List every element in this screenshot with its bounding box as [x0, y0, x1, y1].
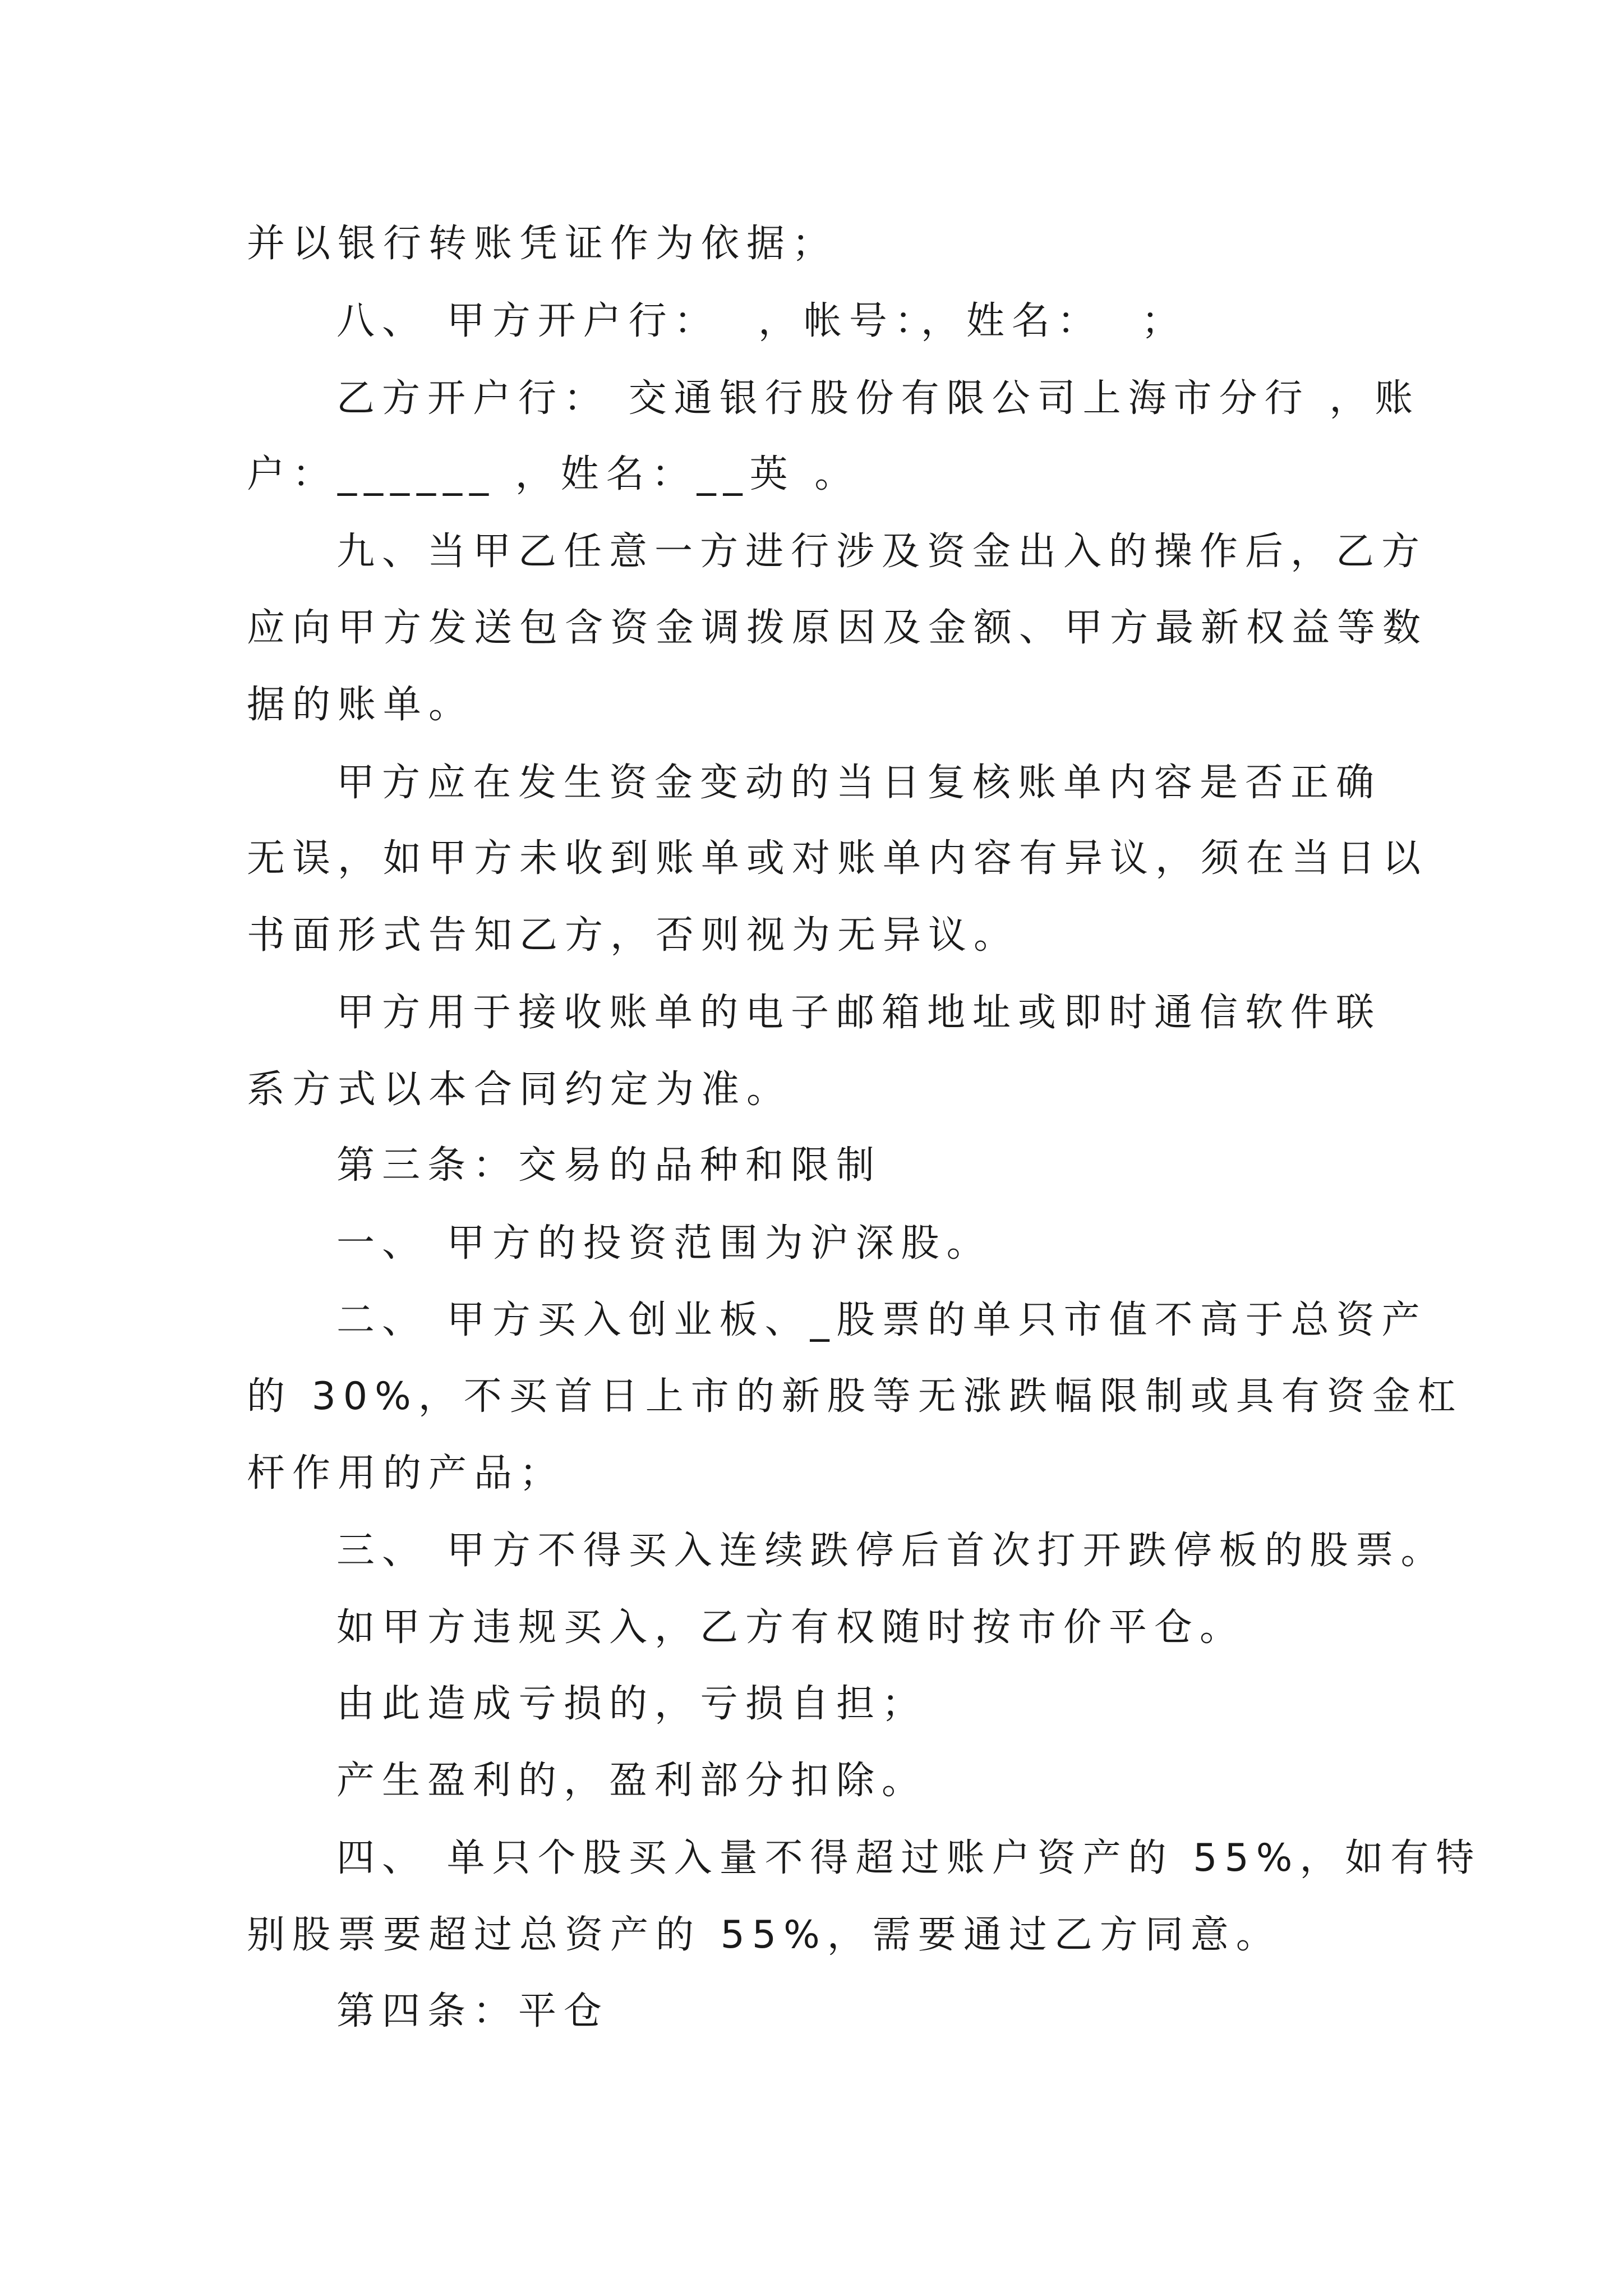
text-line: 八、 甲方开户行： ，帐号：，姓名： ；: [336, 299, 1187, 343]
text-line: 户：______ ，姓名：__英 。: [247, 452, 860, 496]
text-line: 系方式以本合同约定为准。: [247, 1068, 792, 1112]
section-heading: 第三条：交易的品种和限制: [336, 1143, 882, 1188]
text-line: 应向甲方发送包含资金调拨原因及金额、甲方最新权益等数: [247, 606, 1428, 650]
text-line: 乙方开户行： 交通银行股份有限公司上海市分行 ，账: [336, 376, 1421, 421]
text-line: 无误，如甲方未收到账单或对账单内容有异议，须在当日以: [247, 836, 1428, 881]
text-line: 书面形式告知乙方，否则视为无异议。: [247, 913, 1020, 958]
text-line: 的 30%，不买首日上市的新股等无涨跌幅限制或具有资金杠: [247, 1374, 1463, 1419]
text-line: 别股票要超过总资产的 55%，需要通过乙方同意。: [247, 1913, 1281, 1957]
text-line: 甲方用于接收账单的电子邮箱地址或即时通信软件联: [336, 991, 1382, 1035]
text-line: 甲方应在发生资金变动的当日复核账单内容是否正确: [336, 761, 1382, 805]
text-line: 二、 甲方买入创业板、_股票的单只市值不高于总资产: [336, 1298, 1427, 1342]
text-line: 据的账单。: [247, 683, 474, 727]
text-line: 三、 甲方不得买入连续跌停后首次打开跌停板的股票。: [336, 1529, 1446, 1573]
section-heading: 第四条：平仓: [336, 1989, 610, 2033]
text-line: 四、 单只个股买入量不得超过账户资产的 55%，如有特: [336, 1836, 1482, 1880]
text-line: 一、 甲方的投资范围为沪深股。: [336, 1221, 992, 1266]
text-line: 由此造成亏损的，亏损自担；: [336, 1682, 928, 1726]
text-line: 并以银行转账凭证作为依据；: [247, 222, 838, 266]
text-line: 杆作用的产品；: [247, 1451, 565, 1496]
text-line: 如甲方违规买入，乙方有权随时按市价平仓。: [336, 1605, 1246, 1650]
text-line: 九、当甲乙任意一方进行涉及资金出入的操作后，乙方: [336, 530, 1427, 574]
text-line: 产生盈利的，盈利部分扣除。: [336, 1759, 928, 1803]
